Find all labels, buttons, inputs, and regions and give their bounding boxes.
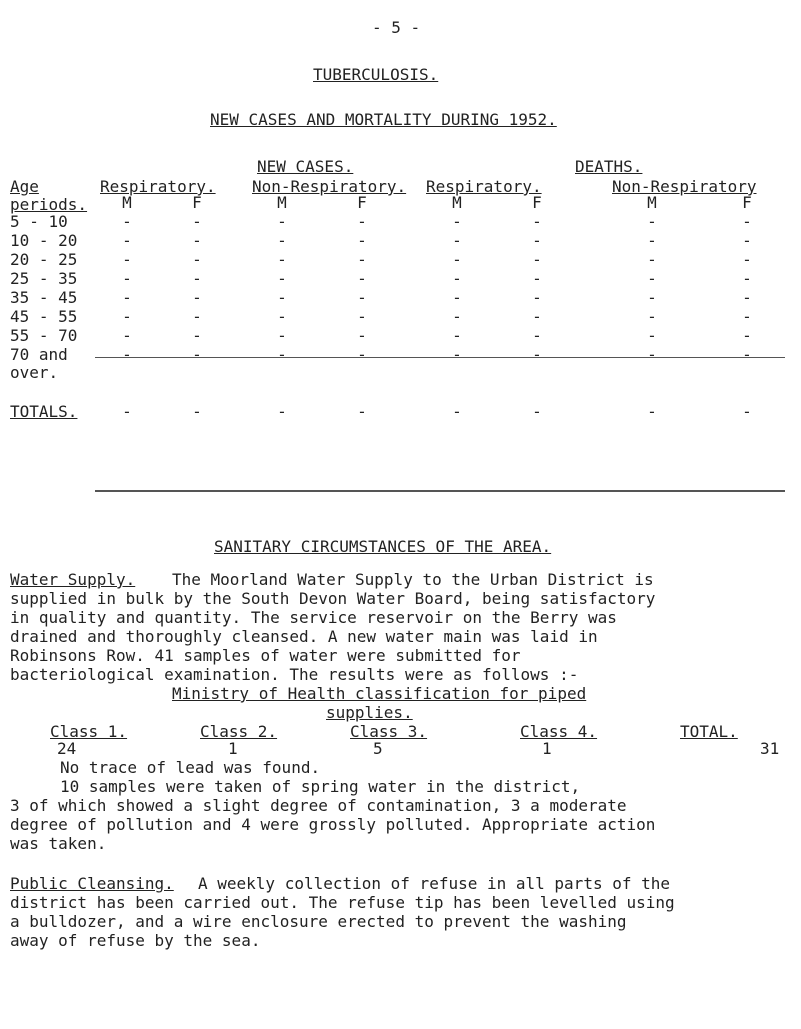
cell: - xyxy=(192,231,202,250)
water-line: in quality and quantity. The service reservoir on the Berry was xyxy=(10,608,617,627)
cell: - xyxy=(742,307,752,326)
row-age: 45 - 55 xyxy=(10,307,78,326)
cell: - xyxy=(532,269,542,288)
cell: - xyxy=(742,231,752,250)
class-value: 31 xyxy=(760,739,780,758)
mf-header: M xyxy=(277,193,287,212)
cell: - xyxy=(647,288,657,307)
sub-respiratory-new: Respiratory. xyxy=(100,177,216,196)
group-deaths: DEATHS. xyxy=(575,157,643,176)
water-line: Robinsons Row. 41 samples of water were submitted for xyxy=(10,646,521,665)
cell: - xyxy=(277,250,287,269)
col-age-periods: periods. xyxy=(10,195,88,214)
total-cell: - xyxy=(452,402,462,421)
cleansing-line: a bulldozer, and a wire enclosure erected to prevent the washing xyxy=(10,912,627,931)
cell: - xyxy=(122,250,132,269)
cell: - xyxy=(532,212,542,231)
cell: - xyxy=(532,250,542,269)
cell: - xyxy=(192,269,202,288)
row-age: 5 - 10 xyxy=(10,212,68,231)
totals-label: TOTALS. xyxy=(10,402,78,421)
water-after-line: 10 samples were taken of spring water in the district, xyxy=(60,777,581,796)
page-title: TUBERCULOSIS. xyxy=(313,65,439,84)
class-label: TOTAL. xyxy=(680,722,738,741)
cell: - xyxy=(192,345,202,364)
sub-nonrespiratory-deaths: Non-Respiratory xyxy=(612,177,757,196)
cell: - xyxy=(192,212,202,231)
cell: - xyxy=(357,212,367,231)
cell: - xyxy=(532,345,542,364)
cell: - xyxy=(192,326,202,345)
cell: - xyxy=(122,212,132,231)
page-number: - 5 - xyxy=(372,18,421,37)
cell: - xyxy=(357,326,367,345)
section-heading: SANITARY CIRCUMSTANCES OF THE AREA. xyxy=(214,537,552,556)
cell: - xyxy=(647,307,657,326)
sub-respiratory-deaths: Respiratory. xyxy=(426,177,542,196)
cell: - xyxy=(647,326,657,345)
cell: - xyxy=(452,212,462,231)
cell: - xyxy=(532,326,542,345)
section-divider xyxy=(95,490,785,492)
water-line: The Moorland Water Supply to the Urban District is xyxy=(172,570,654,589)
cell: - xyxy=(742,345,752,364)
mf-header: F xyxy=(192,193,202,212)
sub-nonrespiratory-new: Non-Respiratory. xyxy=(252,177,407,196)
cell: - xyxy=(532,288,542,307)
water-after-line: was taken. xyxy=(10,834,107,853)
cell: - xyxy=(122,345,132,364)
cleansing-line: A weekly collection of refuse in all parts of the xyxy=(198,874,671,893)
class-label: Class 4. xyxy=(520,722,598,741)
cell: - xyxy=(122,326,132,345)
mf-header: M xyxy=(122,193,132,212)
mf-header: F xyxy=(742,193,752,212)
cell: - xyxy=(452,345,462,364)
total-cell: - xyxy=(532,402,542,421)
row-age: 35 - 45 xyxy=(10,288,78,307)
water-after-line: degree of pollution and 4 were grossly polluted. Appropriate action xyxy=(10,815,656,834)
total-cell: - xyxy=(122,402,132,421)
cell: - xyxy=(192,250,202,269)
cell: - xyxy=(192,307,202,326)
cell: - xyxy=(532,307,542,326)
cell: - xyxy=(647,345,657,364)
row-age: 10 - 20 xyxy=(10,231,78,250)
total-cell: - xyxy=(742,402,752,421)
group-new-cases: NEW CASES. xyxy=(257,157,354,176)
col-age-label: Age xyxy=(10,177,39,196)
water-line: bacteriological examination. The results were as follows :- xyxy=(10,665,579,684)
mf-header: M xyxy=(452,193,462,212)
water-after-line: 3 of which showed a slight degree of contamination, 3 a moderate xyxy=(10,796,627,815)
cell: - xyxy=(277,326,287,345)
cell: - xyxy=(277,345,287,364)
class-label: Class 1. xyxy=(50,722,128,741)
cleansing-line: away of refuse by the sea. xyxy=(10,931,261,950)
water-line: supplied in bulk by the South Devon Water Board, being satisfactory xyxy=(10,589,656,608)
row-age-over: over. xyxy=(10,363,59,382)
mf-header: F xyxy=(532,193,542,212)
table-rule xyxy=(95,357,785,358)
total-cell: - xyxy=(192,402,202,421)
water-supply-heading: Water Supply. xyxy=(10,570,136,589)
class-label: Class 3. xyxy=(350,722,428,741)
class-label: Class 2. xyxy=(200,722,278,741)
cell: - xyxy=(357,250,367,269)
cell: - xyxy=(122,307,132,326)
ministry-classification-2: supplies. xyxy=(326,703,413,722)
row-age: 25 - 35 xyxy=(10,269,78,288)
cell: - xyxy=(357,307,367,326)
cell: - xyxy=(742,288,752,307)
cell: - xyxy=(277,269,287,288)
total-cell: - xyxy=(357,402,367,421)
row-age: 70 and xyxy=(10,345,68,364)
total-cell: - xyxy=(647,402,657,421)
cell: - xyxy=(277,288,287,307)
cell: - xyxy=(452,307,462,326)
class-value: 5 xyxy=(373,739,383,758)
cell: - xyxy=(277,231,287,250)
cell: - xyxy=(647,269,657,288)
table-caption: NEW CASES AND MORTALITY DURING 1952. xyxy=(210,110,557,129)
mf-header: F xyxy=(357,193,367,212)
mf-header: M xyxy=(647,193,657,212)
cell: - xyxy=(452,269,462,288)
cleansing-line: district has been carried out. The refuse tip has been levelled using xyxy=(10,893,675,912)
total-cell: - xyxy=(277,402,287,421)
water-line: drained and thoroughly cleansed. A new water main was laid in xyxy=(10,627,598,646)
cell: - xyxy=(647,212,657,231)
public-cleansing-heading: Public Cleansing. xyxy=(10,874,174,893)
class-value: 1 xyxy=(542,739,552,758)
class-value: 1 xyxy=(228,739,238,758)
cell: - xyxy=(742,269,752,288)
class-value: 24 xyxy=(57,739,77,758)
ministry-classification: Ministry of Health classification for piped xyxy=(172,684,587,703)
cell: - xyxy=(357,231,367,250)
cell: - xyxy=(122,288,132,307)
cell: - xyxy=(452,231,462,250)
cell: - xyxy=(452,288,462,307)
row-age: 20 - 25 xyxy=(10,250,78,269)
cell: - xyxy=(647,250,657,269)
cell: - xyxy=(277,212,287,231)
cell: - xyxy=(357,345,367,364)
row-age: 55 - 70 xyxy=(10,326,78,345)
cell: - xyxy=(277,307,287,326)
cell: - xyxy=(357,269,367,288)
cell: - xyxy=(192,288,202,307)
cell: - xyxy=(357,288,367,307)
cell: - xyxy=(122,269,132,288)
cell: - xyxy=(742,250,752,269)
cell: - xyxy=(532,231,542,250)
cell: - xyxy=(647,231,657,250)
cell: - xyxy=(452,326,462,345)
cell: - xyxy=(452,250,462,269)
cell: - xyxy=(742,212,752,231)
cell: - xyxy=(122,231,132,250)
water-after-line: No trace of lead was found. xyxy=(60,758,321,777)
cell: - xyxy=(742,326,752,345)
